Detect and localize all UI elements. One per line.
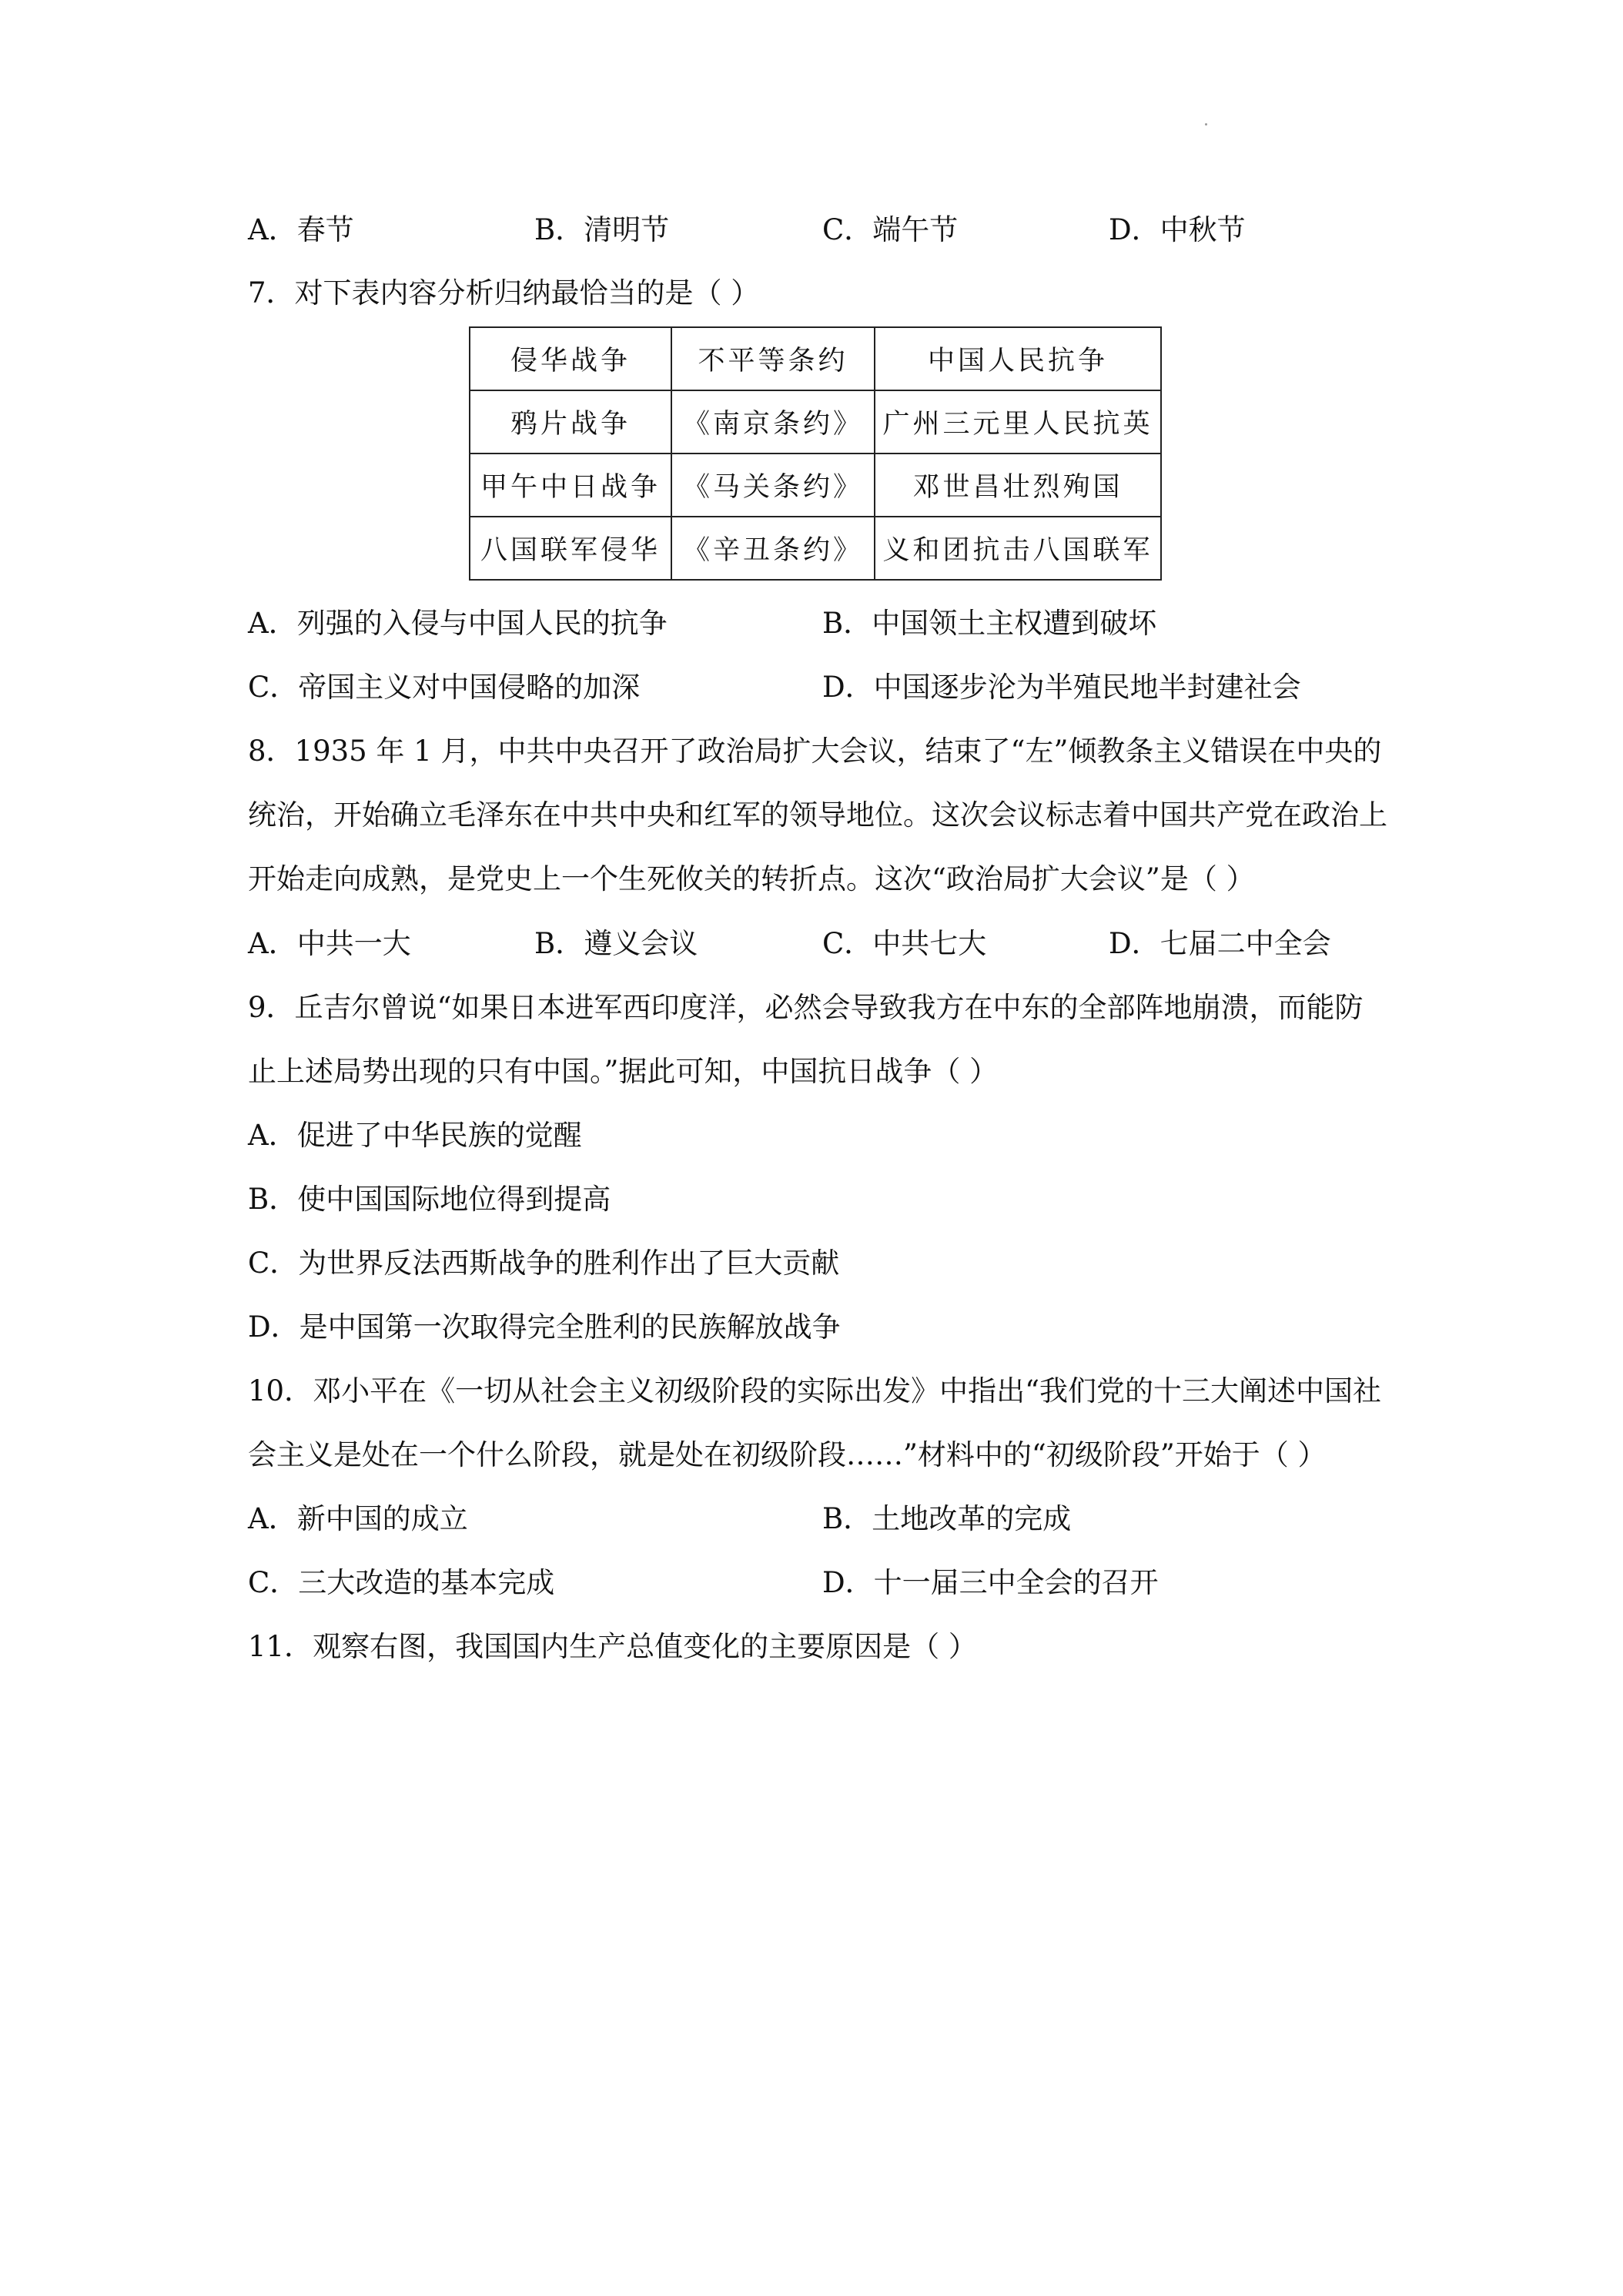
q11-stem: 11．观察右图，我国国内生产总值变化的主要原因是（ ） xyxy=(248,1630,977,1663)
table-cell: 邓世昌壮烈殉国 xyxy=(875,454,1161,517)
table-cell: 义和团抗击八国联军 xyxy=(875,517,1161,580)
q7-option-c: C．帝国主义对中国侵略的加深 xyxy=(248,671,641,704)
q9-option-b: B．使中国国际地位得到提高 xyxy=(248,1183,611,1216)
q9-stem-line: 止上述局势出现的只有中国。”据此可知，中国抗日战争（ ） xyxy=(248,1055,999,1088)
q10-stem-line: 会主义是处在一个什么阶段，就是处在初级阶段……”材料中的“初级阶段”开始于（ ） xyxy=(248,1438,1327,1471)
table-header-cell: 中国人民抗争 xyxy=(875,327,1161,390)
q8-option-d: D．七届二中全会 xyxy=(1109,927,1331,960)
q9-option-a: A．促进了中华民族的觉醒 xyxy=(248,1119,582,1152)
table-row xyxy=(470,454,1161,517)
table-header-row xyxy=(470,327,1161,390)
q6-option-b: B．清明节 xyxy=(534,213,670,246)
q10-option-d: D．十一届三中全会的召开 xyxy=(822,1566,1159,1599)
q7-table xyxy=(469,326,1162,581)
q9-option-d: D．是中国第一次取得完全胜利的民族解放战争 xyxy=(248,1310,841,1344)
table-cell: 甲午中日战争 xyxy=(470,454,671,517)
table-cell: 广州三元里人民抗英 xyxy=(875,390,1161,454)
table-cell: 八国联军侵华 xyxy=(470,517,671,580)
q7-option-a: A．列强的入侵与中国人民的抗争 xyxy=(248,607,668,640)
q8-stem-line: 8．1935 年 1 月，中共中央召开了政治局扩大会议，结束了“左”倾教条主义错误在中央的 xyxy=(248,735,1382,768)
table-cell: 《马关条约》 xyxy=(671,454,875,517)
q6-option-c: C．端午节 xyxy=(822,213,959,246)
q7-option-d: D．中国逐步沦为半殖民地半封建社会 xyxy=(822,671,1301,704)
table-row xyxy=(470,390,1161,454)
q10-option-b: B．土地改革的完成 xyxy=(822,1502,1072,1535)
q7-option-b: B．中国领土主权遭到破坏 xyxy=(822,607,1157,640)
q10-stem-line: 10．邓小平在《一切从社会主义初级阶段的实际出发》中指出“我们党的十三大阐述中国社 xyxy=(248,1374,1381,1407)
q7-stem: 7．对下表内容分析归纳最恰当的是（ ） xyxy=(248,276,760,310)
q6-option-d: D．中秋节 xyxy=(1109,213,1246,246)
q8-option-a: A．中共一大 xyxy=(248,927,411,960)
table-cell: 《辛丑条约》 xyxy=(671,517,875,580)
q8-option-b: B．遵义会议 xyxy=(534,927,698,960)
q10-option-c: C．三大改造的基本完成 xyxy=(248,1566,555,1599)
q6-option-a: A．春节 xyxy=(248,213,354,246)
table-cell: 鸦片战争 xyxy=(470,390,671,454)
q8-stem-line: 开始走向成熟，是党史上一个生死攸关的转折点。这次“政治局扩大会议”是（ ） xyxy=(248,862,1255,895)
table-header-cell: 不平等条约 xyxy=(671,327,875,390)
q10-option-a: A．新中国的成立 xyxy=(248,1502,468,1535)
q8-stem-line: 统治，开始确立毛泽东在中共中央和红军的领导地位。这次会议标志着中国共产党在政治上 xyxy=(248,798,1387,832)
scan-speck xyxy=(1205,123,1207,126)
q8-option-c: C．中共七大 xyxy=(822,927,987,960)
q9-stem-line: 9．丘吉尔曾说“如果日本进军西印度洋，必然会导致我方在中东的全部阵地崩溃，而能防 xyxy=(248,991,1364,1024)
table-header-cell: 侵华战争 xyxy=(470,327,671,390)
table-row xyxy=(470,517,1161,580)
table-cell: 《南京条约》 xyxy=(671,390,875,454)
q9-option-c: C．为世界反法西斯战争的胜利作出了巨大贡献 xyxy=(248,1247,840,1280)
